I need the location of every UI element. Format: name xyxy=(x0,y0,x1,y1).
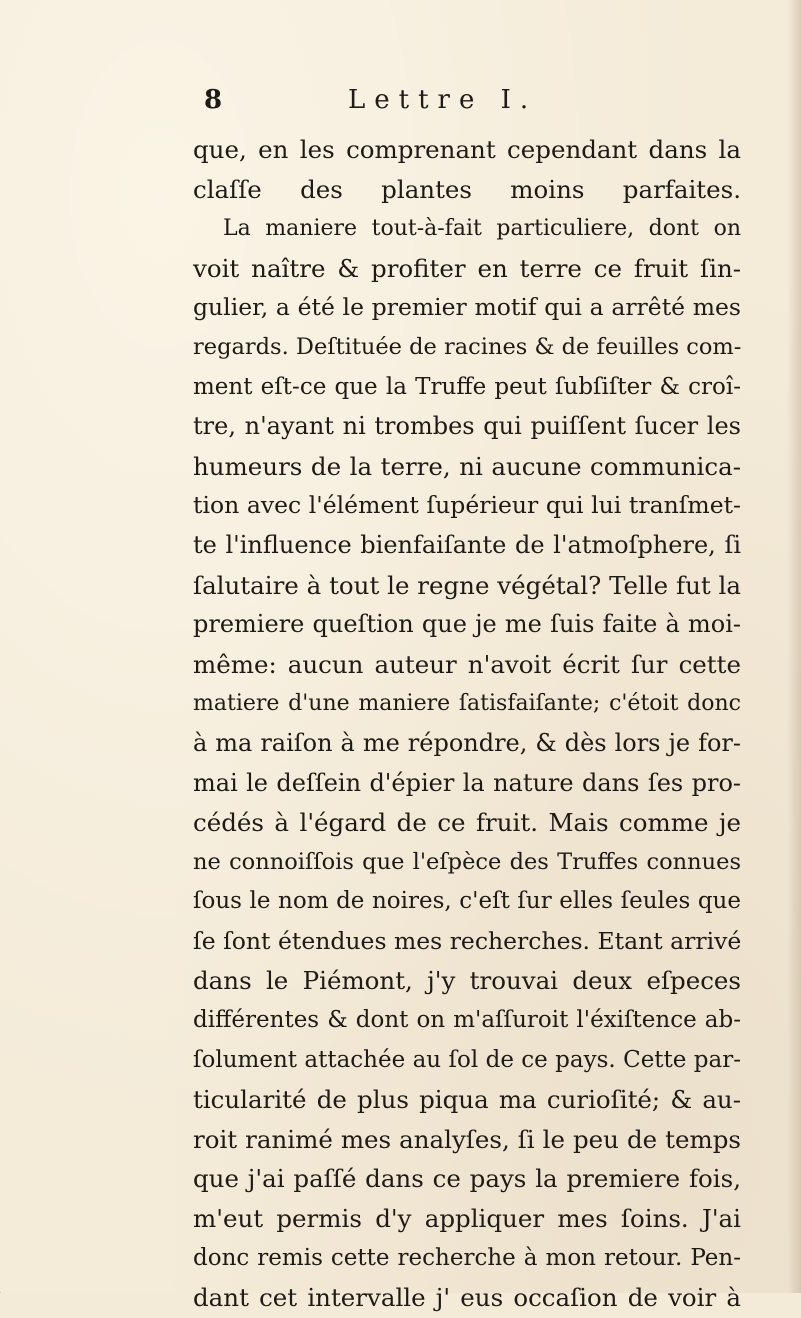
text-line: que, en les comprenant cependant dans la xyxy=(193,135,741,164)
text-line: dant cet intervalle j' eus occaſion de voir à xyxy=(193,1283,741,1313)
text-line: à ma raiſon à me répondre, & dès lors je for- xyxy=(193,728,741,757)
text-line: regards. Deſtituée de racines & de feuilles com- xyxy=(193,333,742,360)
text-line: tre, n'ayant ni trombes qui puiſſent ſucer les xyxy=(193,412,741,441)
text-line: roit ranimé mes analyſes, ſi le peu de temps xyxy=(193,1124,741,1154)
text-line: ticularité de plus piqua ma curioſité; & au- xyxy=(193,1085,741,1115)
page-number: 8 xyxy=(204,85,223,115)
text-line: m'eut permis d'y appliquer mes ſoins. J'ai xyxy=(193,1204,741,1234)
text-line: que j'ai paſſé dans ce pays la premiere fois, xyxy=(193,1164,741,1194)
text-line: donc remis cette recherche à mon retour. Pen- xyxy=(193,1244,741,1271)
running-title: Lettre I. xyxy=(348,85,538,115)
text-line: ſous le nom de noires, c'eſt ſur elles ſeules que xyxy=(193,888,741,915)
text-line: dans le Piémont, j'y trouvai deux eſpeces xyxy=(193,966,741,996)
text-line: cédés à l'égard de ce fruit. Mais comme je xyxy=(193,808,741,838)
running-header xyxy=(204,85,564,119)
text-line: te l'influence bienfaiſante de l'atmoſphere, ſi xyxy=(193,530,741,559)
text-line: ne connoiſſois que l'eſpèce des Truffes connues xyxy=(193,848,741,875)
text-line: gulier, a été le premier motif qui a arrêté mes xyxy=(193,293,741,322)
text-line: ment eſt-ce que la Truffe peut ſubſiſter & croî- xyxy=(193,373,741,400)
text-line: tion avec l'élément ſupérieur qui lui tranſmet- xyxy=(193,491,741,520)
body-text xyxy=(193,130,741,1318)
text-line: La maniere tout-à-fait particuliere, dont on xyxy=(223,216,741,242)
text-line: ſolument attachée au ſol de ce pays. Cette par- xyxy=(193,1046,741,1073)
text-line: ſe ſont étendues mes recherches. Etant arrivé xyxy=(193,926,742,955)
text-line: humeurs de la terre, ni aucune communica- xyxy=(193,451,741,481)
text-line: voit naître & profiter en terre ce fruit ſin- xyxy=(193,253,741,283)
paper-fold-mark xyxy=(0,1203,61,1293)
text-line: premiere queſtion que je me ſuis faite à moi- xyxy=(193,610,741,639)
text-line: claſſe des plantes moins parfaites. xyxy=(193,174,741,204)
page-edge-shadow xyxy=(787,0,801,1293)
text-line: mai le deſſein d'épier la nature dans ſes pro- xyxy=(193,768,741,797)
text-line: ſalutaire à tout le regne végétal? Telle fut la xyxy=(193,570,741,600)
text-line: matiere d'une maniere ſatisfaiſante; c'étoit donc xyxy=(193,691,741,717)
text-line: même: aucun auteur n'avoit écrit ſur cette xyxy=(193,649,741,679)
text-line: différentes & dont on m'aſſuroit l'éxiſtence ab- xyxy=(193,1007,741,1034)
